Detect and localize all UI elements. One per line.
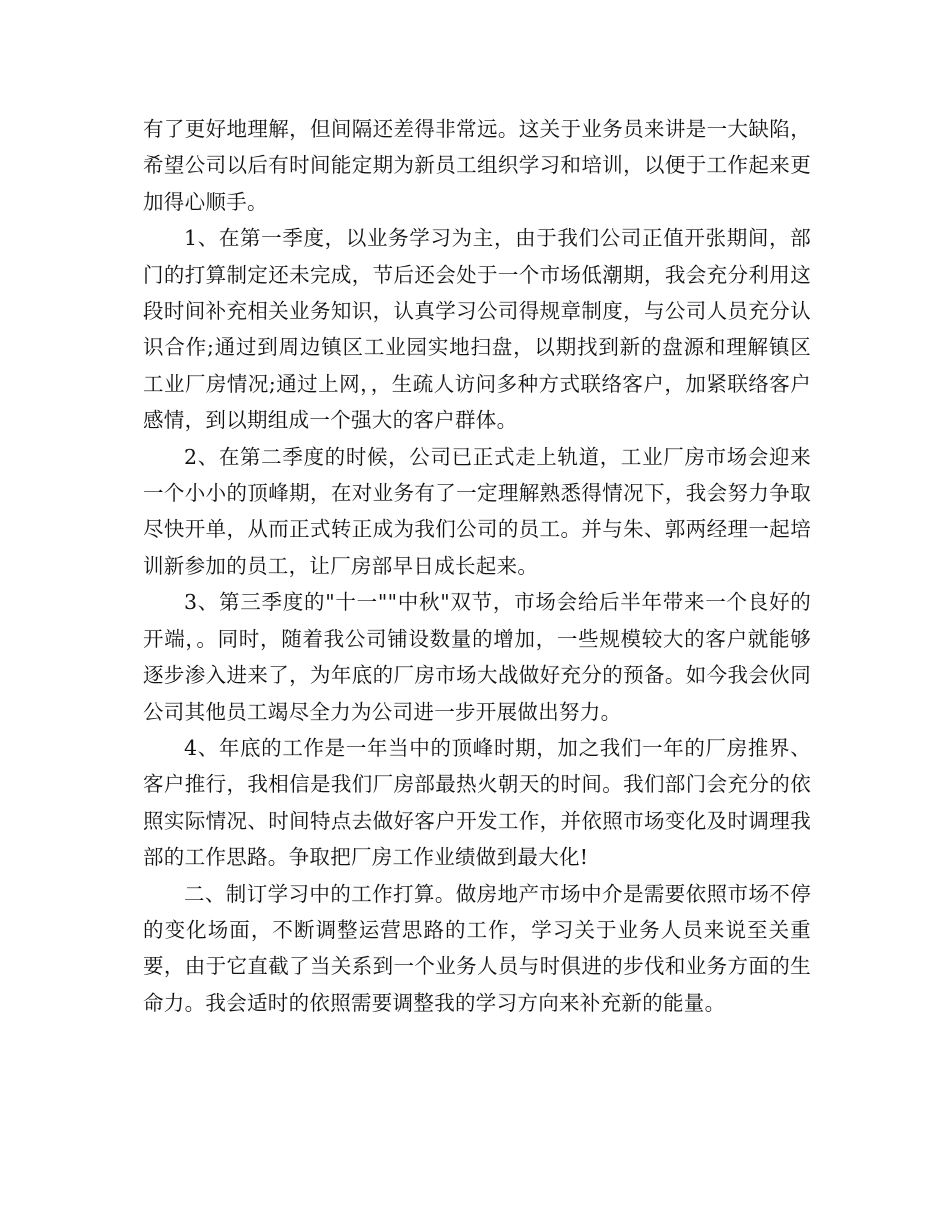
document-page <box>143 111 811 1021</box>
paragraph-q3-plan: 3、第三季度的"十一""中秋"双节，市场会给后半年带来一个良好的开端，。同时，随着我公司铺设数量的增加，一些规模较大的客户就能够逐步渗入进来了，为年底的厂房市场大战做好充分的预备。如今我会伙同公司其他员工竭尽全力为公司进一步开展做出努力。 <box>143 590 811 724</box>
paragraph-q4-plan: 4、年底的工作是一年当中的顶峰时期，加之我们一年的厂房推界、客户推行，我相信是我们厂房部最热火朝天的时间。我们部门会充分的依照实际情况、时间特点去做好客户开发工作，并依照市场变化及时调理我部的工作思路。争取把厂房工作业绩做到最大化! <box>143 735 811 870</box>
paragraph-q2-plan: 2、在第二季度的时候，公司已正式走上轨道，工业厂房市场会迎来一个小小的顶峰期，在对业务有了一定理解熟悉得情况下，我会努力争取尽快开单，从而正式转正成为我们公司的员工。并与朱、郭两经理一起培训新参加的员工，让厂房部早日成长起来。 <box>143 444 811 578</box>
paragraph-q1-plan: 1、在第一季度，以业务学习为主，由于我们公司正值开张期间，部门的打算制定还未完成，节后还会处于一个市场低潮期，我会充分利用这段时间补充相关业务知识，认真学习公司得规章制度，与公司人员充分认识合作;通过到周边镇区工业园实地扫盘，以期找到新的盘源和理解镇区工业厂房情况;通过上网，，生疏人访问多种方式联络客户，加紧联络客户感情，到以期组成一个强大的客户群体。 <box>143 226 811 433</box>
paragraph-study-plan: 二、制订学习中的工作打算。做房地产市场中介是需要依照市场不停的变化场面，不断调整运营思路的工作，学习关于业务人员来说至关重要，由于它直截了当关系到一个业务人员与时俱进的步伐和业务方面的生命力。我会适时的依照需要调整我的学习方向来补充新的能量。 <box>143 881 811 1015</box>
paragraph-continuation: 有了更好地理解，但间隔还差得非常远。这关于业务员来讲是一大缺陷，希望公司以后有时间能定期为新员工组织学习和培训，以便于工作起来更加得心顺手。 <box>143 117 811 214</box>
